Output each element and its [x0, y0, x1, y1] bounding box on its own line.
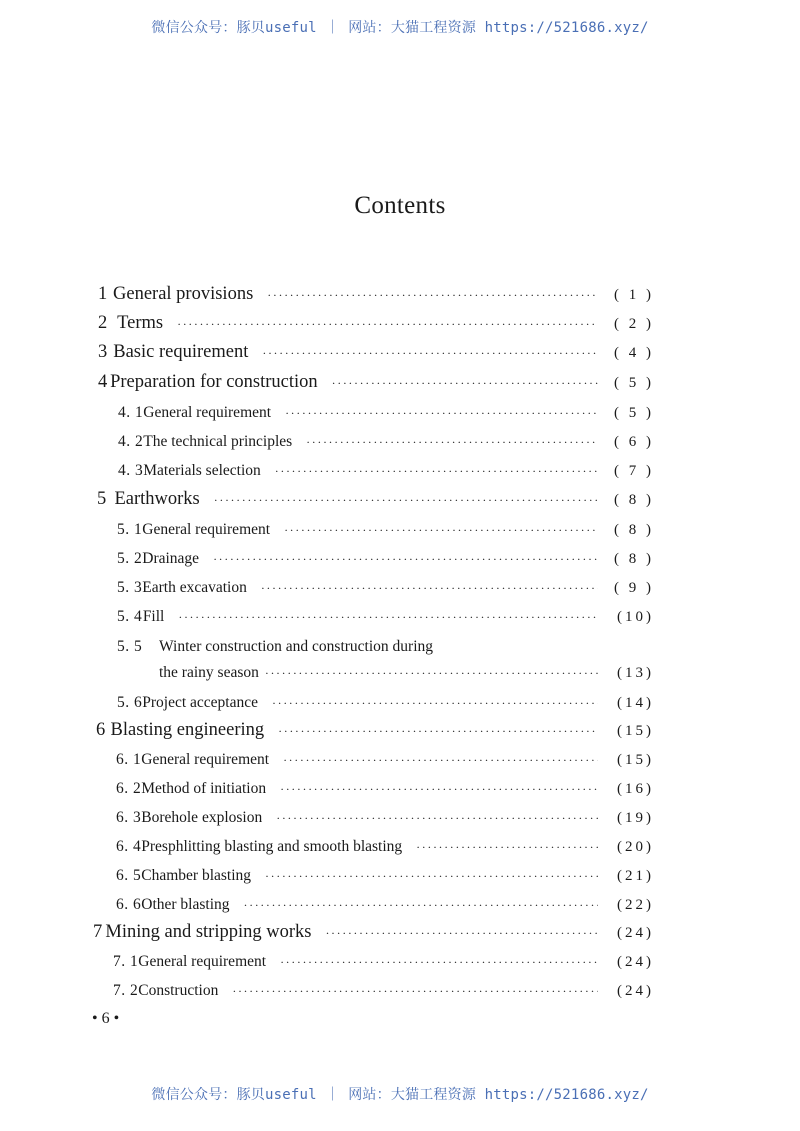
leader-dots — [416, 840, 598, 855]
leader-dots — [177, 317, 598, 332]
toc-number: 1 — [98, 284, 108, 304]
toc-title-continued: the rainy season — [159, 664, 259, 681]
leader-dots — [332, 376, 598, 391]
toc-number: 7 — [93, 922, 103, 942]
toc-entry-6-1[interactable] — [116, 751, 654, 769]
toc-page: (24) — [617, 925, 654, 941]
toc-entry-5-5[interactable] — [159, 664, 654, 682]
page-number: • 6 • — [92, 1010, 120, 1027]
toc-page: ( 5 ) — [614, 375, 654, 391]
toc-page: ( 2 ) — [614, 316, 654, 332]
toc-page: (19) — [617, 810, 654, 826]
leader-dots — [244, 898, 599, 913]
toc-entry-4-1[interactable] — [118, 404, 654, 422]
toc-title: General provisions — [113, 284, 254, 304]
toc-title: Mining and stripping works — [105, 922, 312, 942]
toc-page: ( 1 ) — [614, 287, 654, 303]
toc-page: (21) — [617, 868, 654, 884]
toc-title: Drainage — [142, 550, 200, 567]
toc-page: ( 8 ) — [614, 492, 654, 508]
toc-page: (24) — [617, 983, 654, 999]
toc-number: 2 — [98, 313, 108, 333]
toc-entry-6-5[interactable] — [116, 867, 654, 885]
watermark-top: 微信公众号：豚贝useful ｜ 网站：大猫工程资源 https://521686.xyz/ — [151, 20, 649, 36]
toc-number: 5. 5 — [117, 638, 143, 655]
leader-dots — [280, 955, 598, 970]
toc-title: Fill — [142, 608, 165, 625]
toc-title: Project acceptance — [142, 694, 258, 711]
toc-title: Earth excavation — [142, 579, 247, 596]
leader-dots — [280, 782, 598, 797]
toc-title: Materials selection — [143, 462, 261, 479]
toc-entry-3[interactable] — [98, 342, 654, 363]
toc-number: 4. 1 — [118, 404, 144, 421]
toc-title: Preparation for construction — [110, 372, 318, 392]
toc-entry-5-2[interactable] — [117, 550, 654, 568]
toc-title: Other blasting — [141, 896, 230, 913]
toc-page: ( 4 ) — [614, 345, 654, 361]
toc-title: General requirement — [141, 751, 270, 768]
toc-entry-4-2[interactable] — [118, 433, 654, 451]
toc-title: Earthworks — [114, 489, 200, 509]
toc-entry-5-5-line1[interactable] — [117, 638, 433, 656]
toc-number: 4. 2 — [118, 433, 144, 450]
toc-number: 6. 4 — [116, 838, 142, 855]
toc-page: (24) — [617, 954, 654, 970]
toc-number: 6. 3 — [116, 809, 142, 826]
toc-number: 3 — [98, 342, 108, 362]
toc-title: General requirement — [142, 521, 271, 538]
leader-dots — [276, 811, 598, 826]
toc-number: 5. 6 — [117, 694, 143, 711]
toc-entry-7[interactable] — [93, 922, 654, 943]
toc-entry-6-6[interactable] — [116, 896, 654, 914]
leader-dots — [213, 552, 598, 567]
toc-number: 6. 2 — [116, 780, 142, 797]
page-title: Contents — [354, 192, 446, 219]
toc-page: ( 5 ) — [614, 405, 654, 421]
toc-page: (16) — [617, 781, 654, 797]
leader-dots — [178, 610, 598, 625]
toc-page: ( 9 ) — [614, 580, 654, 596]
toc-page: (20) — [617, 839, 654, 855]
leader-dots — [325, 926, 598, 941]
toc-title: Basic requirement — [113, 342, 249, 362]
leader-dots — [214, 493, 598, 508]
toc-number: 5 — [97, 489, 107, 509]
toc-page: ( 8 ) — [614, 522, 654, 538]
toc-number: 7. 1 — [113, 953, 139, 970]
toc-page: ( 7 ) — [614, 463, 654, 479]
toc-entry-4[interactable] — [98, 372, 654, 393]
toc-title: Presphlitting blasting and smooth blasting — [141, 838, 403, 855]
toc-entry-5-3[interactable] — [117, 579, 654, 597]
toc-title: Borehole explosion — [141, 809, 263, 826]
leader-dots — [306, 435, 598, 450]
toc-title: Terms — [117, 313, 164, 333]
leader-dots — [283, 753, 598, 768]
toc-title: The technical principles — [143, 433, 293, 450]
toc-entry-5-4[interactable] — [117, 608, 654, 626]
toc-entry-7-2[interactable] — [113, 982, 654, 1000]
leader-dots — [278, 724, 598, 739]
leader-dots — [265, 666, 598, 681]
toc-entry-5-1[interactable] — [117, 521, 654, 539]
toc-number: 5. 2 — [117, 550, 143, 567]
leader-dots — [267, 288, 598, 303]
toc-title: Winter construction and construction during — [159, 638, 434, 655]
toc-entry-5[interactable] — [97, 489, 654, 510]
toc-title: Construction — [138, 982, 219, 999]
toc-title: General requirement — [143, 404, 272, 421]
toc-number: 6 — [96, 720, 106, 740]
toc-number: 4. 3 — [118, 462, 144, 479]
leader-dots — [272, 696, 598, 711]
toc-page: (14) — [617, 695, 654, 711]
toc-number: 5. 4 — [117, 608, 143, 625]
toc-page: (13) — [617, 665, 654, 681]
toc-title: General requirement — [138, 953, 267, 970]
toc-title: Method of initiation — [141, 780, 267, 797]
leader-dots — [232, 984, 598, 999]
leader-dots — [284, 523, 598, 538]
toc-entry-6-4[interactable] — [116, 838, 654, 856]
toc-title: Blasting engineering — [110, 720, 265, 740]
leader-dots — [265, 869, 598, 884]
leader-dots — [285, 406, 598, 421]
toc-entry-6-3[interactable] — [116, 809, 654, 827]
toc-number: 4 — [98, 372, 108, 392]
toc-page: ( 8 ) — [614, 551, 654, 567]
toc-number: 6. 6 — [116, 896, 142, 913]
toc-entry-6[interactable] — [96, 720, 654, 741]
leader-dots — [261, 581, 598, 596]
toc-page: (15) — [617, 752, 654, 768]
toc-number: 7. 2 — [113, 982, 139, 999]
toc-entry-4-3[interactable] — [118, 462, 654, 480]
toc-number: 6. 1 — [116, 751, 142, 768]
toc-entry-5-6[interactable] — [117, 694, 654, 712]
toc-page: (22) — [617, 897, 654, 913]
leader-dots — [275, 464, 598, 479]
toc-entry-6-2[interactable] — [116, 780, 654, 798]
toc-page: ( 6 ) — [614, 434, 654, 450]
leader-dots — [262, 346, 598, 361]
toc-number: 5. 3 — [117, 579, 143, 596]
toc-entry-7-1[interactable] — [113, 953, 654, 971]
toc-number: 5. 1 — [117, 521, 143, 538]
toc-page: (15) — [617, 723, 654, 739]
toc-title: Chamber blasting — [141, 867, 252, 884]
toc-number: 6. 5 — [116, 867, 142, 884]
toc-page: (10) — [617, 609, 654, 625]
toc-entry-1[interactable] — [98, 284, 654, 305]
toc-entry-2[interactable] — [98, 313, 654, 334]
watermark-bottom: 微信公众号：豚贝useful ｜ 网站：大猫工程资源 https://521686.xyz/ — [151, 1087, 649, 1103]
